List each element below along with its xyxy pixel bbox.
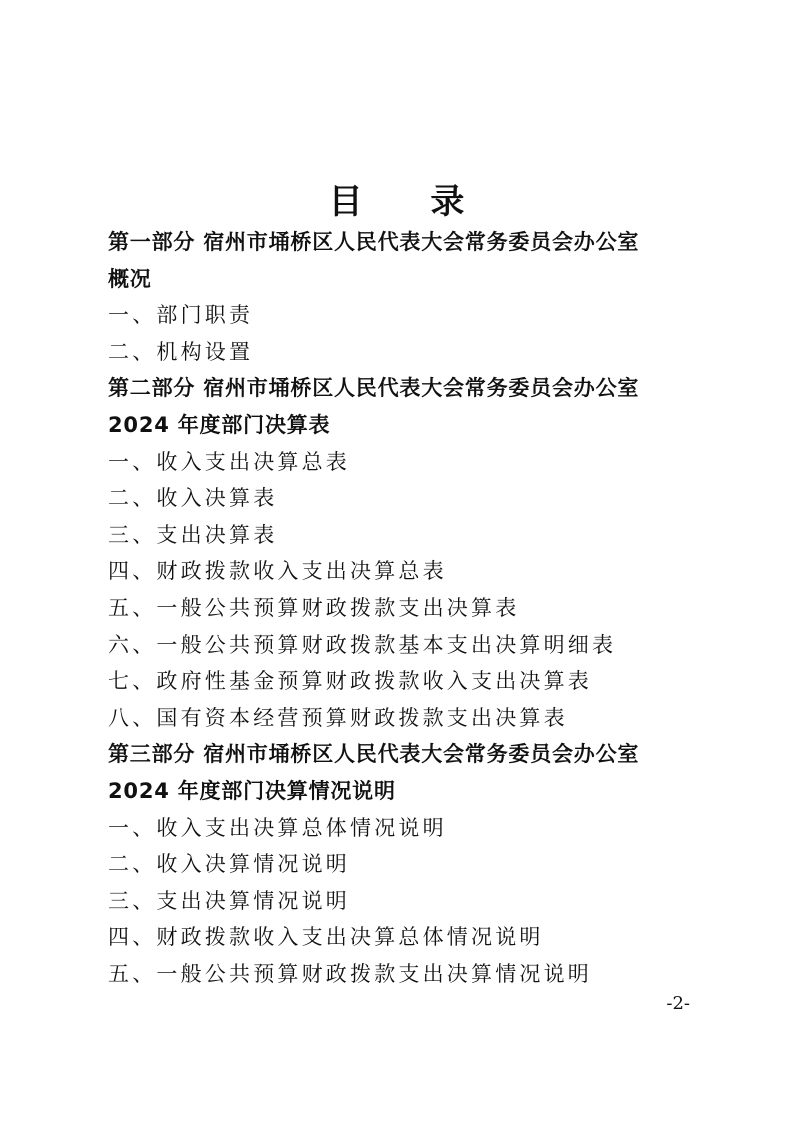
part-2-prefix: 第二部分	[108, 376, 196, 401]
toc-item: 五、一般公共预算财政拨款支出决算表	[108, 595, 520, 620]
part-1-prefix: 第一部分	[108, 230, 196, 254]
table-of-contents	[108, 224, 708, 992]
toc-item: 四、财政拨款收入支出决算总表	[108, 559, 447, 584]
page-number: -2-	[666, 993, 690, 1014]
part-1-heading-line-2: 概况	[108, 266, 152, 291]
toc-item: 二、机构设置	[108, 339, 254, 364]
toc-item: 二、收入决算表	[108, 486, 278, 511]
toc-item: 八、国有资本经营预算财政拨款支出决算表	[108, 705, 568, 730]
part-2-heading-line-2: 2024 年度部门决算表	[108, 412, 331, 437]
toc-title: 目 录	[328, 182, 493, 222]
part-2-heading-line-1	[108, 370, 708, 407]
toc-item: 二、收入决算情况说明	[108, 852, 350, 877]
toc-item: 六、一般公共预算财政拨款基本支出决算明细表	[108, 632, 617, 657]
toc-item: 三、支出决算表	[108, 522, 278, 547]
toc-item: 三、支出决算情况说明	[108, 888, 350, 913]
part-1-org-name: 宿州市埇桥区人民代表大会常务委员会办公室	[203, 230, 640, 254]
part-3-org-name: 宿州市埇桥区人民代表大会常务委员会办公室	[203, 742, 640, 767]
part-3-heading-line-1	[108, 736, 708, 773]
part-1-heading-line-1	[108, 224, 708, 261]
part-3-heading-line-2: 2024 年度部门决算情况说明	[108, 778, 396, 803]
toc-item: 七、政府性基金预算财政拨款收入支出决算表	[108, 669, 592, 694]
toc-item: 四、财政拨款收入支出决算总体情况说明	[108, 925, 544, 950]
toc-item: 一、收入支出决算总表	[108, 449, 350, 474]
part-2-org-name: 宿州市埇桥区人民代表大会常务委员会办公室	[203, 376, 640, 401]
part-3-prefix: 第三部分	[108, 742, 196, 767]
toc-item: 一、部门职责	[108, 303, 254, 328]
toc-item: 五、一般公共预算财政拨款支出决算情况说明	[108, 961, 592, 986]
toc-item: 一、收入支出决算总体情况说明	[108, 815, 447, 840]
